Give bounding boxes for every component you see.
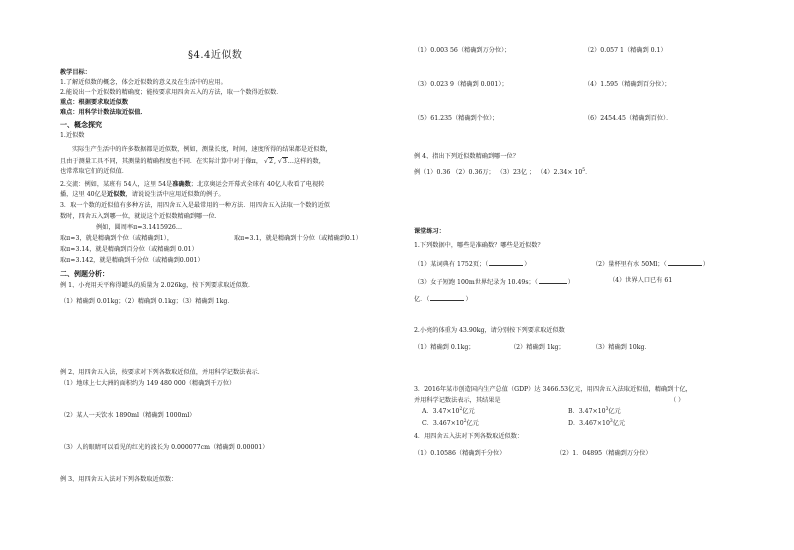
pi-line-3: 取π≈3.142，就是精确到千分位（或精确到0.001） — [60, 257, 204, 264]
answer-blank[interactable] — [539, 277, 567, 284]
sqrt-symbol: √3 — [277, 158, 287, 165]
question-3-line-1: 3．2016年某市创造国内生产总值（GDP）达 3466.53亿元，用四舍五入法取近似值，精确到十亿， — [414, 386, 692, 393]
example-4-parts: 例（1）0.36 （2）0.36万； （3）23亿 ； $(4)2.34\times 10^5$． — [414, 167, 592, 176]
pi-line-2: 取π≈3.14，就是精确到百分位（或精确到 0.01） — [60, 246, 198, 253]
goal-1: 1.了解近似数的概念，体会近似数的意义及在生活中的应用。 — [60, 79, 227, 86]
question-1-b: （2）量杯里有水 50Ml；（ ） — [592, 261, 709, 268]
paragraph-1-line-3: 也常常取它们的近似值． — [60, 168, 129, 175]
question-2-a: （1）精确到 0.1kg； — [414, 344, 475, 351]
question-4-b: （2）1．04895（精确到万分位） — [556, 450, 652, 457]
question-2-b: （2）精确到 1kg； — [510, 344, 565, 351]
question-1: 1.下列数据中，哪些是准确数？哪些是近似数？ — [414, 242, 544, 249]
question-4-a: （1）0.10586（精确到千分位） — [414, 450, 506, 457]
example-2-part-3: （3）人的眼睛可以看见的红光的波长为 0.000077cm（精确到 0.00001） — [60, 444, 269, 451]
pi-line-1: 取π≈3，就是精确到个位（或精确到1）， — [60, 235, 174, 242]
example-2-part-1: （1）地球上七大洲的面积约为 149 480 000（精确到千万位） — [60, 380, 236, 387]
question-1-a: （1）某词典有 1752页；（ ） — [414, 261, 531, 268]
answer-blank[interactable] — [430, 294, 464, 301]
goals-heading: 教学目标： — [60, 69, 91, 76]
sqrt-symbol: √2 — [264, 158, 273, 165]
question-2: 2.小亮的体重为 43.90kg，请分别按下列要求取近似数 — [414, 327, 565, 334]
question-4: 4．用四舍五入法对下列各数取近似数： — [414, 433, 524, 440]
page-title: §4.4近似数 — [188, 50, 243, 61]
question-3-answer-bracket[interactable]: （ ） — [670, 397, 685, 404]
goal-2: 2.能说出一个近似数的精确度；能按要求用四舍五入的方法，取一个数得近似数． — [60, 89, 283, 96]
difficulty: 难点：用科学计数法取近似值． — [60, 109, 147, 116]
paragraph-3-line-2: 数时，四舍五入到哪一位，就说这个近似数精确到哪一位． — [60, 213, 221, 220]
paragraph-1-line-1: 实际生产生活中的许多数据都是近似数，例如，测量长度，时间，速度所得的结果都是近似数， — [72, 146, 332, 153]
example-2: 例 2、用四舍五入法，按要求对下列各数取近似值，并用科学记数法表示． — [60, 369, 264, 376]
ex3-item-2: （2）0.057 1（精确到 0.1） — [584, 47, 667, 54]
ex3-item-4: （4）1.595（精确到百分位）； — [584, 81, 671, 88]
option-a[interactable]: A．$3.47\times 10^2$亿元 — [422, 406, 475, 415]
option-b[interactable]: B．$3.47\times 10^3$亿元 — [568, 406, 621, 415]
practice-heading: 课堂练习： — [414, 228, 445, 235]
example-2-part-2: （2）某人一天饮水 1890ml（精确到 1000ml） — [60, 412, 196, 419]
ex3-item-5: （5）61.235（精确到个位）； — [414, 115, 499, 122]
answer-blank[interactable] — [668, 259, 702, 266]
question-3-line-2: 并用科学记数法表示，其结果是 — [414, 397, 501, 404]
option-d[interactable]: D．$3.467\times 10^3$亿元 — [568, 418, 626, 427]
example-4: 例 4、指出下列近似数精确到哪一位？ — [414, 153, 519, 160]
question-1-d: （4）世界人口已有 61 — [609, 277, 673, 284]
key-point: 重点：根据要求取近似数 — [60, 99, 129, 106]
paragraph-3-line-1: 3．取一个数的近似值有多种方法，用四舍五入是最常用的一种方法．用四舍五入法取一个数的近似 — [60, 202, 330, 209]
ex3-item-1: （1）0.003 56（精确到万分位）； — [414, 47, 511, 54]
answer-blank[interactable] — [489, 259, 523, 266]
example-3: 例 3、用四舍五入法对下列各数取近似数： — [60, 476, 178, 483]
item-approx-number: 1.近似数 — [60, 132, 85, 139]
section-concept-heading: 一、概念探究 — [60, 120, 102, 129]
question-1-c: （3）女子短跑 100m世界纪录为 10.49s；（ ） — [414, 279, 574, 286]
paragraph-2-line-2: 播，这里 40亿是近似数，请说说生活中应用近似数的例子。 — [60, 191, 225, 198]
ex3-item-6: （6）2454.45（精确到百位）． — [584, 115, 673, 122]
pi-example: 例如，圆周率π=3.1415926… — [96, 224, 183, 231]
question-1-d-cont: 亿．（ ） — [414, 296, 472, 303]
example-1-parts: （1）精确到 0.01kg；（2）精确到 0.1kg；（3）精确到 1kg． — [60, 298, 234, 305]
question-2-c: （3）精确到 10kg． — [592, 344, 651, 351]
option-c[interactable]: C．$3.467\times 10^2$亿元 — [422, 418, 479, 427]
section-examples-heading: 二、例题分析： — [60, 269, 109, 278]
paragraph-2-line-1: 2.交流：例如，某班有 54人，这里 54是准确数；北京奥运会开幕式全球有 40亿人收看了电视转 — [60, 181, 325, 188]
example-1: 例 1、小亮用天平称得罐头的质量为 2.026kg，按下列要求取近似数． — [60, 282, 255, 289]
paragraph-1-line-2: 且由于测量工具不同，其测量的精确程度也不同．在实际计算中对于像π， √2, √3…这样的数， — [60, 158, 325, 165]
ex3-item-3: （3）0.023 9（精确到 0.001）； — [414, 81, 508, 88]
pi-line-1b: 取π≈3.1，就是精确到十分位（或精确到0.1） — [234, 235, 362, 242]
